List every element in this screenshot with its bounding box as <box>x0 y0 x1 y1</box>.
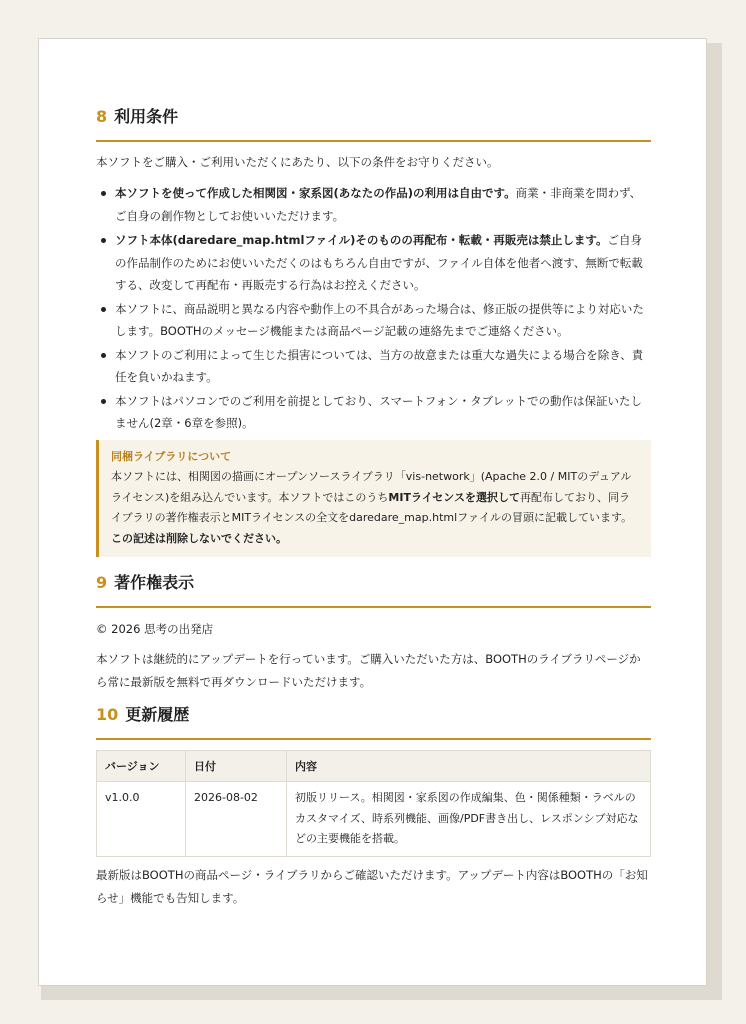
list-item <box>96 298 651 343</box>
history-table <box>96 750 651 857</box>
column-header: バージョン <box>97 751 186 782</box>
section-title: 著作権表示 <box>114 573 195 592</box>
list-item <box>96 182 651 227</box>
section-number: 10 <box>96 705 119 724</box>
list-item-text: ご自身の作品制作のためにお使いいただくのはもちろん自由ですが、ファイル自体を他者へ渡す、無断で転載する、改変して再配布・再販売する行為はお控えください。 <box>115 233 643 292</box>
list-item-text: 本ソフトはパソコンでのご利用を前提としており、スマートフォン・タブレットでの動作は保証いたしません(2章・6章を参照)。 <box>115 393 643 430</box>
section-title: 利用条件 <box>114 107 179 126</box>
history-footer: 最新版はBOOTHの商品ページ・ライブラリからご確認いただけます。アップデート内容はBOOTHの「お知らせ」機能でも告知します。 <box>96 868 648 905</box>
list-item <box>96 229 651 297</box>
table-row <box>97 782 651 857</box>
table-header-row <box>97 751 651 782</box>
cell-content: 初版リリース。相関図・家系図の作成編集、色・関係種類・ラベルのカスタマイズ、時系列機能、画像/PDF書き出し、レスポンシブ対応などの主要機能を搭載。 <box>287 782 651 857</box>
cell-date: 2026-08-02 <box>186 782 287 857</box>
note-bold: この記述は削除しないでください。 <box>111 531 287 545</box>
section-title: 更新履歴 <box>125 705 190 724</box>
copyright-text: 本ソフトは継続的にアップデートを行っています。ご購入いただいた方は、BOOTHのライブラリページから常に最新版を無料で再ダウンロードいただけます。 <box>96 652 641 689</box>
section-number: 9 <box>96 573 108 592</box>
column-header: 日付 <box>186 751 287 782</box>
list-item <box>96 390 651 435</box>
note-text: 再配布しており、同ライブラリの著作権表示とMITライセンスの全文をdaredare_map.htmlファイルの冒頭に記載しています。 <box>111 490 633 524</box>
note-title: 同梱ライブラリについて <box>111 450 232 463</box>
terms-list <box>96 182 651 435</box>
section-number: 8 <box>96 107 108 126</box>
copyright-notice: © 2026 思考の出発店 <box>96 622 214 636</box>
library-note <box>96 440 651 557</box>
list-item-bold: 本ソフトを使って作成した相関図・家系図(あなたの作品)の利用は自由です。 <box>115 186 516 200</box>
list-item-text: 本ソフトのご利用によって生じた損害については、当方の故意または重大な過失による場合を除き、責任を負いかねます。 <box>115 347 644 384</box>
section-heading-terms <box>96 106 651 142</box>
terms-intro: 本ソフトをご購入・ご利用いただくにあたり、以下の条件をお守りください。 <box>96 155 499 169</box>
note-body <box>111 467 639 549</box>
column-header: 内容 <box>287 751 651 782</box>
note-bold: MITライセンスを選択して <box>388 490 520 504</box>
cell-version: v1.0.0 <box>97 782 186 857</box>
list-item <box>96 344 651 389</box>
list-item-text: 本ソフトに、商品説明と異なる内容や動作上の不具合があった場合は、修正版の提供等により対応いたします。BOOTHのメッセージ機能または商品ページ記載の連絡先までご連絡ください。 <box>115 301 644 338</box>
section-heading-copyright <box>96 572 651 608</box>
list-item-bold: ソフト本体(daredare_map.htmlファイル)そのものの再配布・転載・再販売は禁止します。 <box>115 233 608 247</box>
section-heading-history <box>96 704 651 740</box>
document-page <box>38 38 707 986</box>
list-item-text: 商業・非商業を問わず、ご自身の創作物としてお使いいただけます。 <box>115 186 642 223</box>
note-text: 本ソフトには、相関図の描画にオープンソースライブラリ「vis-network」(Apache 2.0 / MITのデュアルライセンス)を組み込んでいます。本ソフトではこのうち <box>111 470 632 504</box>
